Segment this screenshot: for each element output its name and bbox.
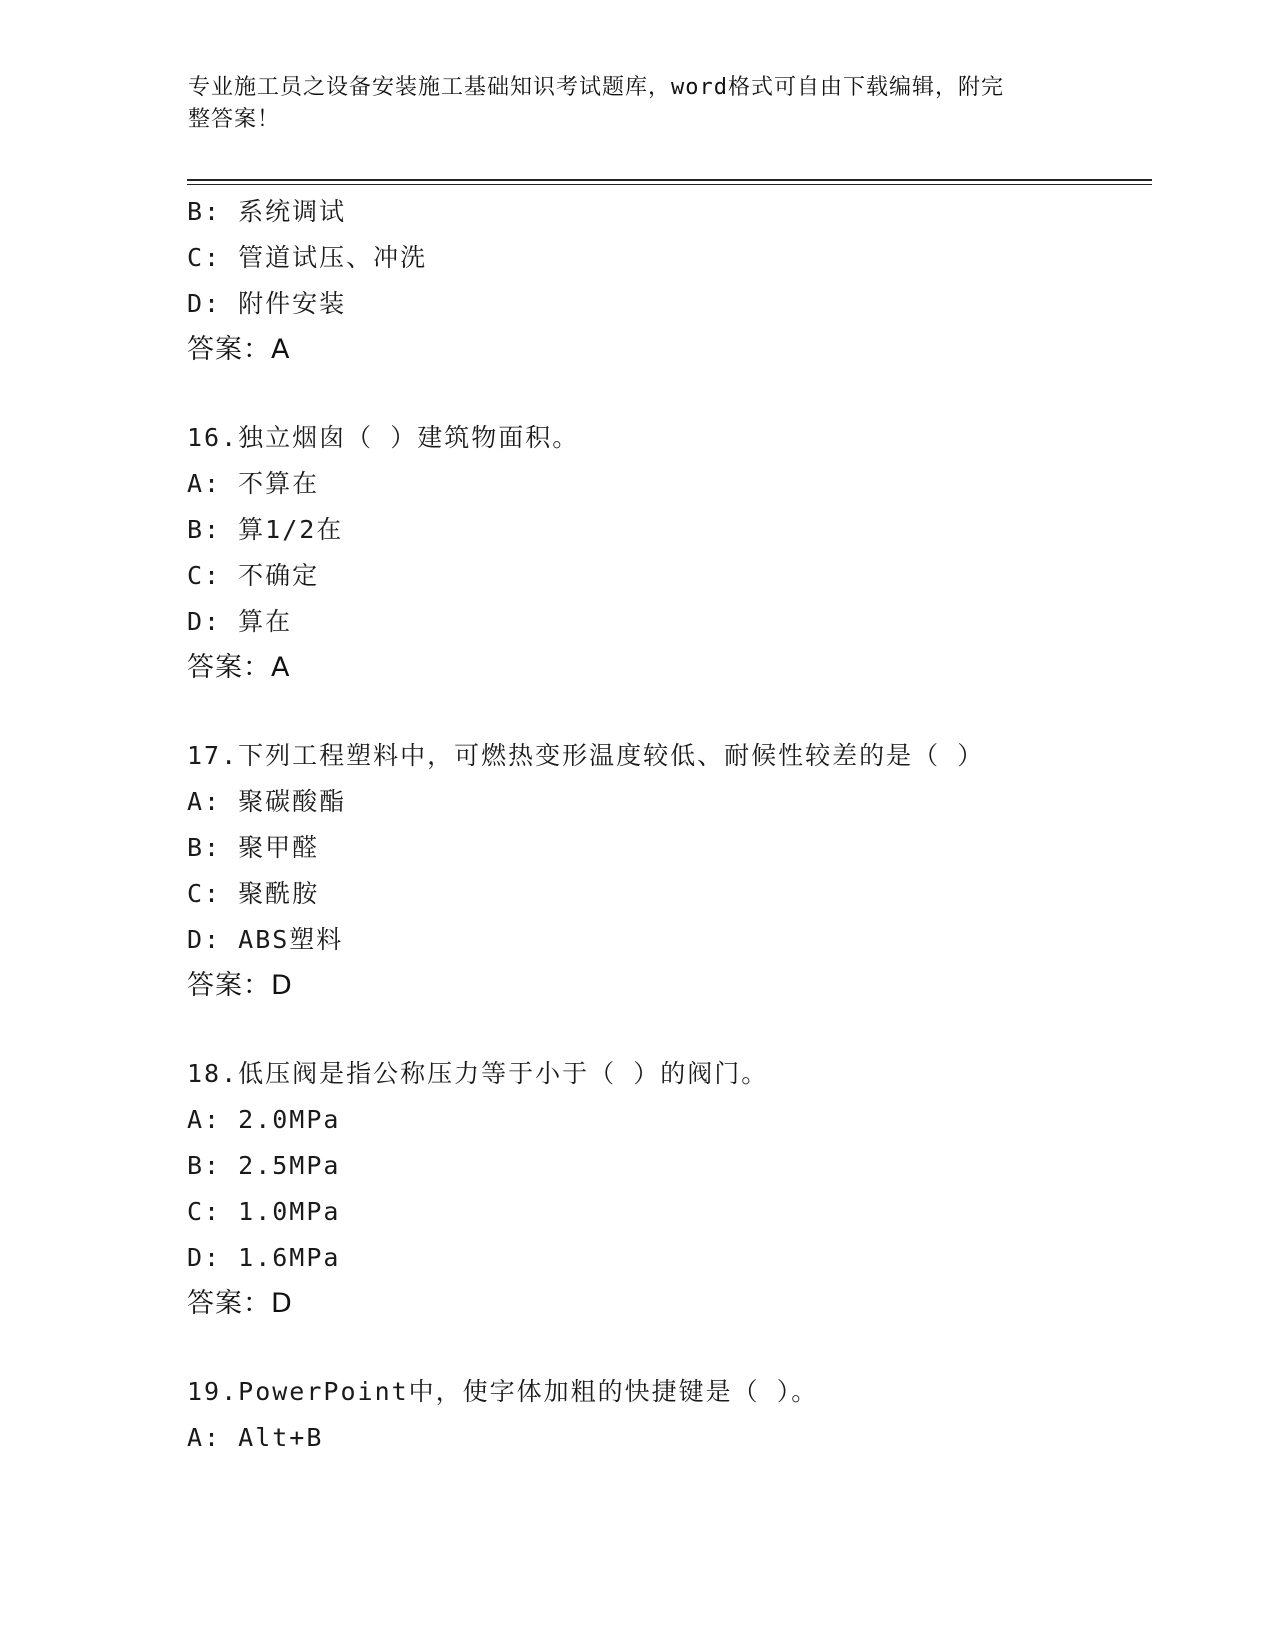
- answer-line: 答案：D: [187, 1288, 293, 1319]
- header-line-1: 专业施工员之设备安装施工基础知识考试题库，word格式可自由下载编辑，附完: [188, 75, 1004, 100]
- question-title: 19.PowerPoint中，使字体加粗的快捷键是（ ）。: [187, 1377, 819, 1406]
- answer-line: 答案：D: [187, 970, 293, 1001]
- question-list: [187, 189, 1187, 1461]
- option-d: D: 算在: [187, 607, 293, 636]
- option-c: C: 不确定: [187, 561, 320, 590]
- question-block-16: [187, 415, 1187, 691]
- question-block-18: [187, 1051, 1187, 1327]
- option-c: C: 管道试压、冲洗: [187, 243, 428, 272]
- question-block-19: [187, 1369, 1187, 1461]
- option-d: D: 1.6MPa: [187, 1243, 341, 1272]
- option-d: D: 附件安装: [187, 289, 347, 318]
- option-c: C: 聚酰胺: [187, 879, 320, 908]
- question-title: 16.独立烟囱（ ）建筑物面积。: [187, 423, 580, 452]
- document-header: [188, 72, 1088, 136]
- option-c: C: 1.0MPa: [187, 1197, 341, 1226]
- header-divider-top: [187, 179, 1152, 181]
- question-block-15: [187, 189, 1187, 373]
- option-d: D: ABS塑料: [187, 925, 344, 954]
- question-block-17: [187, 733, 1187, 1009]
- answer-line: 答案：A: [187, 652, 291, 683]
- option-a: A: 2.0MPa: [187, 1105, 341, 1134]
- option-b: B: 聚甲醛: [187, 833, 320, 862]
- question-title: 18.低压阀是指公称压力等于小于（ ）的阀门。: [187, 1059, 769, 1088]
- option-a: A: 不算在: [187, 469, 320, 498]
- question-title: 17.下列工程塑料中，可燃热变形温度较低、耐候性较差的是（ ）: [187, 741, 985, 770]
- option-b: B: 系统调试: [187, 197, 347, 226]
- option-b: B: 2.5MPa: [187, 1151, 341, 1180]
- header-line-2: 整答案！: [188, 107, 281, 132]
- option-a: A: Alt+B: [187, 1423, 324, 1452]
- option-a: A: 聚碳酸酯: [187, 787, 347, 816]
- header-divider-bottom: [187, 184, 1152, 185]
- option-b: B: 算1/2在: [187, 515, 344, 544]
- answer-line: 答案：A: [187, 334, 291, 365]
